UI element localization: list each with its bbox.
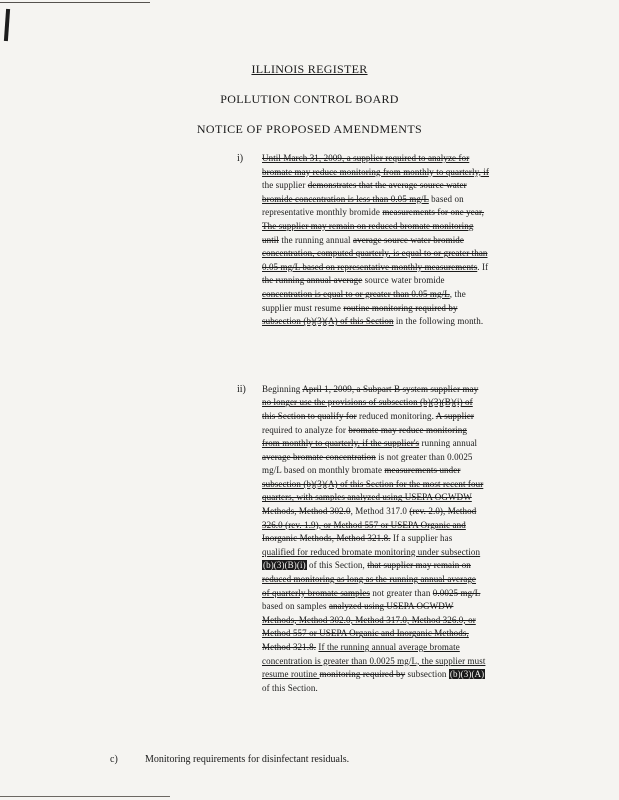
text-segment: monitoring required by bbox=[319, 669, 406, 680]
text-segment: reduced monitoring. bbox=[356, 410, 436, 421]
text-segment: of this Section, bbox=[306, 560, 368, 571]
text-segment: reduced monitoring as long as the running annual average bbox=[262, 574, 477, 585]
text-segment: analyzed using USEPA OGWDW bbox=[328, 601, 454, 612]
text-segment: . If bbox=[477, 261, 489, 272]
text-line bbox=[262, 505, 485, 519]
text-line bbox=[262, 587, 485, 601]
text-segment: not greater than bbox=[370, 587, 433, 598]
text-line bbox=[262, 437, 485, 451]
text-line bbox=[262, 206, 489, 220]
scan-artifact bbox=[0, 796, 170, 797]
text-segment: Beginning bbox=[262, 383, 303, 394]
text-segment: required to analyze for bbox=[262, 424, 349, 435]
text-line bbox=[262, 424, 485, 438]
text-line bbox=[262, 288, 489, 302]
text-segment: of quarterly bromate samples bbox=[262, 587, 371, 598]
text-line bbox=[262, 274, 489, 288]
text-line bbox=[262, 152, 489, 166]
text-segment: Methods, Method 302.0 bbox=[262, 506, 351, 517]
text-segment: until bbox=[262, 234, 280, 245]
text-segment: , the bbox=[449, 288, 466, 299]
text-segment: (b)(3)(B)(i) bbox=[263, 560, 306, 571]
text-line bbox=[262, 641, 485, 655]
register-title: ILLINOIS REGISTER bbox=[251, 62, 368, 76]
text-line bbox=[262, 627, 485, 641]
text-segment: in the following month. bbox=[393, 316, 484, 327]
text-line bbox=[262, 179, 489, 193]
text-segment: the running annual average bbox=[262, 275, 363, 286]
text-segment: based on bbox=[428, 193, 464, 204]
text-segment: the running annual bbox=[279, 234, 353, 245]
notice-title: NOTICE OF PROPOSED AMENDMENTS bbox=[196, 122, 423, 136]
amendment-item bbox=[237, 152, 619, 329]
text-segment: concentration is equal to or greater than 0.05 mg/L bbox=[262, 288, 450, 299]
text-line bbox=[262, 682, 485, 696]
text-segment: source water bromide bbox=[362, 275, 445, 286]
text-segment: routine monitoring required by bbox=[343, 302, 458, 313]
text-line bbox=[262, 410, 485, 424]
page-header-register bbox=[0, 62, 619, 76]
text-line bbox=[262, 383, 485, 397]
text-segment: based on samples bbox=[262, 601, 329, 612]
text-segment: subsection (b)(3)(A) of this Section bbox=[262, 316, 394, 327]
text-line bbox=[262, 220, 489, 234]
text-segment: resume routine bbox=[262, 669, 320, 680]
text-segment: qualified for reduced bromate monitoring under subsection bbox=[262, 546, 481, 557]
text-line bbox=[262, 193, 489, 207]
text-segment: from monthly to quarterly, if the supplier's bbox=[262, 438, 420, 449]
text-segment: A supplier bbox=[435, 410, 475, 421]
text-line bbox=[262, 302, 489, 316]
subsection-c bbox=[110, 753, 619, 766]
text-segment: Inorganic Methods, Method 321.8. bbox=[262, 533, 391, 544]
amendment-list bbox=[0, 152, 619, 695]
text-segment: representative monthly bromide bbox=[262, 207, 383, 218]
item-text bbox=[262, 383, 485, 696]
scan-artifact bbox=[4, 9, 10, 41]
text-line bbox=[262, 247, 489, 261]
text-segment: Method 321.8. bbox=[262, 642, 317, 652]
text-segment: subsection (b)(3)(A) of this Section for the most recent four bbox=[262, 478, 484, 489]
text-segment: bromate may reduce monitoring bbox=[348, 424, 467, 435]
text-segment: 0.0025 mg/L bbox=[432, 587, 481, 598]
scan-artifact bbox=[0, 2, 150, 3]
text-segment: , Method 317.0 bbox=[350, 506, 410, 517]
text-segment: subsection bbox=[405, 669, 449, 680]
text-segment: running annual bbox=[419, 438, 478, 449]
text-segment: mg/L based on monthly bromate bbox=[262, 465, 385, 476]
amendment-item bbox=[237, 383, 619, 696]
text-line bbox=[262, 491, 485, 505]
text-line bbox=[262, 261, 489, 275]
text-segment: no longer use the provisions of subsection (b)(3)(B)(i) of bbox=[262, 397, 473, 408]
text-line bbox=[262, 315, 489, 329]
text-segment: is not greater than 0.0025 bbox=[375, 451, 473, 462]
item-label: ii) bbox=[237, 383, 246, 395]
text-segment: Methods, Method 302.0, Method 317.0, Method 326.0, or bbox=[262, 614, 476, 625]
subsection-c-text: Monitoring requirements for disinfectant residuals. bbox=[145, 754, 350, 766]
text-segment: bromide concentration is less than 0.05 mg/L bbox=[262, 193, 429, 204]
text-line bbox=[262, 668, 485, 682]
text-segment: Until March 31, 2009, a supplier required to analyze for bbox=[262, 153, 470, 163]
text-segment: (rev. 2.0), Method bbox=[409, 506, 477, 517]
text-segment: concentration is greater than 0.0025 mg/L, the supplier must bbox=[262, 655, 486, 666]
text-segment: of this Section. bbox=[262, 682, 318, 693]
text-line bbox=[262, 519, 485, 533]
text-segment: average source water bromide bbox=[353, 234, 464, 245]
text-segment: If the running annual average bromate bbox=[318, 642, 460, 652]
text-segment: 0.05 mg/L based on representative monthly measurements bbox=[262, 261, 478, 272]
text-segment: that supplier may remain on bbox=[367, 560, 471, 571]
text-segment: bromate may reduce monitoring from monthly to quarterly, if bbox=[262, 166, 490, 177]
text-line bbox=[262, 396, 485, 410]
text-segment: quarters, with samples analyzed using USEPA OGWDW bbox=[262, 492, 472, 503]
text-segment: this Section to qualify for bbox=[262, 410, 357, 421]
text-line bbox=[262, 478, 485, 492]
text-line bbox=[262, 532, 485, 546]
text-line bbox=[262, 655, 485, 669]
text-segment: April 1, 2009, a Subpart B system supplier may bbox=[302, 383, 479, 394]
text-segment: supplier must resume bbox=[262, 302, 344, 313]
item-label: i) bbox=[237, 153, 244, 164]
text-segment: concentration, computed quarterly, is equal to or greater than bbox=[262, 248, 488, 259]
text-line bbox=[262, 614, 485, 628]
subsection-c-label: c) bbox=[110, 754, 118, 766]
text-segment: measurements for one year, bbox=[382, 207, 485, 218]
text-line bbox=[262, 166, 489, 180]
text-line bbox=[262, 559, 485, 573]
text-line bbox=[262, 464, 485, 478]
text-line bbox=[262, 573, 485, 587]
text-line bbox=[262, 600, 485, 614]
text-segment: 326.0 (rev. 1.9), or Method 557 or USEPA Organic and bbox=[262, 519, 466, 530]
text-segment: Method 557 or USEPA Organic and Inorganic Methods, bbox=[262, 628, 469, 639]
text-segment: If a supplier has bbox=[390, 533, 453, 544]
text-line bbox=[262, 546, 485, 560]
text-line bbox=[262, 234, 489, 248]
text-segment: (b)(3)(A) bbox=[449, 669, 485, 680]
text-segment: the supplier bbox=[262, 180, 308, 191]
item-text bbox=[262, 152, 489, 329]
text-segment: demonstrates that the average source water bbox=[307, 180, 467, 191]
text-line bbox=[262, 451, 485, 465]
board-title: POLLUTION CONTROL BOARD bbox=[220, 92, 399, 106]
text-segment: measurements under bbox=[384, 465, 461, 476]
text-segment: The supplier may remain on reduced bromate monitoring bbox=[262, 220, 474, 231]
text-segment: average bromate concentration bbox=[262, 451, 376, 462]
